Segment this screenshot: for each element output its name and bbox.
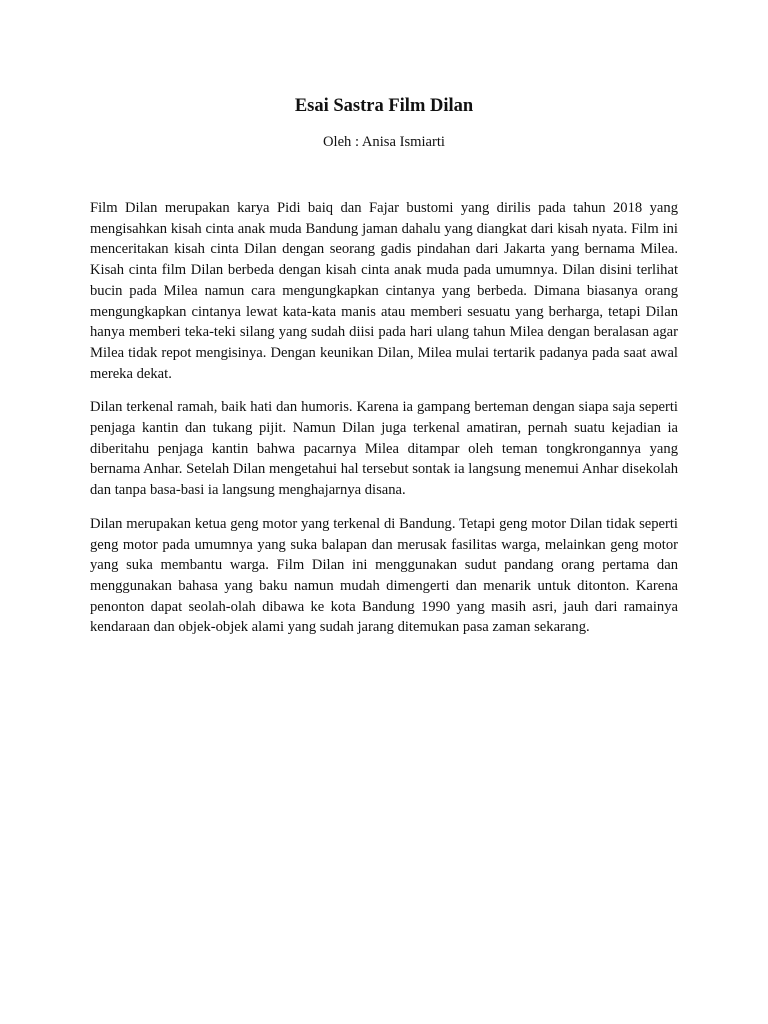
paragraph-3: Dilan merupakan ketua geng motor yang terkenal di Bandung. Tetapi geng motor Dilan tidak seperti geng motor pada umumnya yang suka balapan dan merusak fasilitas warga, melainkan geng motor yang suka membantu warga. Film Dilan ini menggunakan sudut pandang orang pertama dan menggunakan bahasa yang baku namun mudah dimengerti dan menarik untuk ditonton. Karena penonton dapat seolah-olah dibawa ke kota Bandung 1990 yang masih asri, jauh dari ramainya kendaraan dan objek-objek alami yang sudah jarang ditemukan pasa zaman sekarang. (90, 515, 678, 636)
document-body (90, 198, 678, 651)
document-title: Esai Sastra Film Dilan (294, 96, 474, 116)
paragraph-1: Film Dilan merupakan karya Pidi baiq dan Fajar bustomi yang dirilis pada tahun 2018 yang mengisahkan kisah cinta anak muda Bandung jaman dahalu yang diangkat dari kisah nyata. Film ini menceritakan kisah cinta Dilan dengan seorang gadis pindahan dari Jakarta yang bernama Milea. Kisah cinta film Dilan berbeda dengan kisah cinta anak muda pada umumnya. Dilan disini terlihat bucin pada Milea namun cara mengungkapkan cintanya yang berbeda. Dimana biasanya orang mengungkapkan cintanya lewat kata-kata manis atau memberi sesuatu yang berharga, tetapi Dilan hanya memberi teka-teki silang yang sudah diisi pada hari ulang tahun Milea dengan beralasan agar Milea tidak repot mengisinya. Dengan keunikan Dilan, Milea mulai tertarik padanya pada saat awal mereka dekat. (90, 200, 678, 382)
document-author: Oleh : Anisa Ismiarti (322, 134, 445, 150)
paragraph-2: Dilan terkenal ramah, baik hati dan humoris. Karena ia gampang berteman dengan siapa saja seperti penjaga kantin dan tukang pijit. Namun Dilan juga terkenal amatiran, pernah suatu kejadian ia diberitahu penjaga kantin bahwa pacarnya Milea ditampar oleh teman tongkrongannya yang bernama Anhar. Setelah Dilan mengetahui hal tersebut sontak ia langsung menemui Anhar disekolah dan tanpa basa-basi ia langsung menghajarnya disana. (90, 399, 678, 499)
